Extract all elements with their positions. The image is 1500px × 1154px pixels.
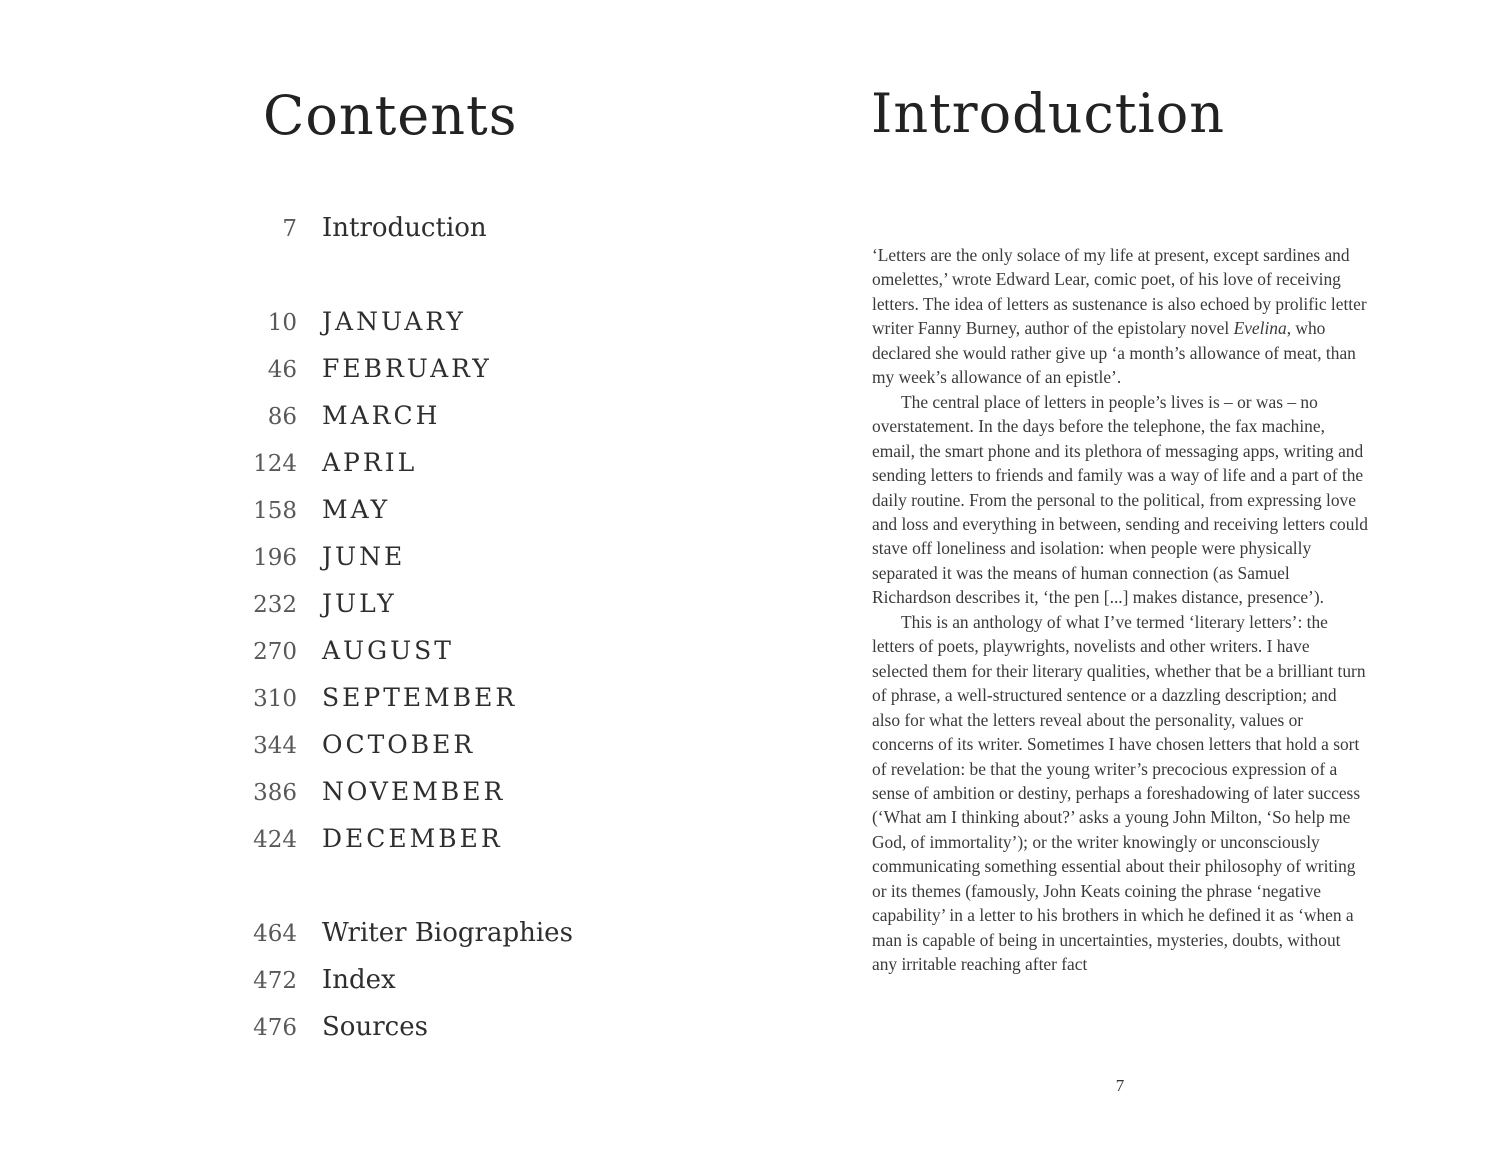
toc-entry-august bbox=[240, 627, 573, 674]
toc-entry-index bbox=[240, 957, 573, 1004]
toc-back-matter-group bbox=[240, 910, 573, 1051]
toc-page-number: 344 bbox=[253, 733, 297, 759]
introduction-page-title: Introduction bbox=[871, 82, 1225, 145]
toc-entry-november bbox=[240, 768, 573, 815]
toc-entry-label: APRIL bbox=[322, 448, 418, 477]
toc-page-number: 7 bbox=[282, 216, 297, 242]
toc-page-number: 270 bbox=[253, 639, 297, 665]
toc-entry-march bbox=[240, 392, 573, 439]
toc-entry-june bbox=[240, 533, 573, 580]
toc-page-number: 196 bbox=[253, 545, 297, 571]
toc-entry-sources bbox=[240, 1004, 573, 1051]
toc-entry-label: Writer Biographies bbox=[322, 918, 573, 948]
toc-entry-label: MARCH bbox=[322, 401, 441, 430]
toc-page-number: 10 bbox=[267, 310, 297, 336]
book-title-evelina: Evelina bbox=[1233, 318, 1287, 339]
toc-entry-february bbox=[240, 345, 573, 392]
toc-entry-label: AUGUST bbox=[322, 636, 454, 665]
toc-page-number: 310 bbox=[253, 686, 297, 712]
introduction-paragraph-2: The central place of letters in people’s lives is – or was – no overstatement. In the days before the telephone, the fax machine, email, the smart phone and its plethora of messaging apps, writing and sending letters to friends and family was a way of life and a part of the daily routine. From the personal to the political, from expressing love and loss and everything in between, sending and receiving letters could stave off loneliness and isolation: when people were physically separated it was the means of human connection (as Samuel Richardson describes it, ‘the pen [...] makes distance, presence’). bbox=[872, 391, 1368, 608]
toc-page-number: 124 bbox=[253, 451, 297, 477]
toc-entry-introduction bbox=[240, 205, 573, 252]
toc-page-number: 386 bbox=[253, 780, 297, 806]
toc-page-number: 424 bbox=[253, 827, 297, 853]
toc-entry-label: JUNE bbox=[322, 542, 406, 571]
toc-page-number: 472 bbox=[253, 968, 297, 994]
toc-entry-january bbox=[240, 298, 573, 345]
contents-page-title: Contents bbox=[263, 84, 518, 147]
toc-page-number: 86 bbox=[267, 404, 297, 430]
toc-entry-april bbox=[240, 439, 573, 486]
toc-entry-october bbox=[240, 721, 573, 768]
introduction-paragraph-1 bbox=[872, 243, 1368, 390]
toc-entry-label: DECEMBER bbox=[322, 824, 503, 853]
toc-entry-label: JULY bbox=[322, 589, 397, 618]
toc-page-number: 476 bbox=[253, 1015, 297, 1041]
introduction-body-text bbox=[872, 243, 1368, 977]
toc-entry-label: NOVEMBER bbox=[322, 777, 506, 806]
toc-entry-label: Index bbox=[322, 965, 396, 995]
toc-front-matter-group bbox=[240, 205, 573, 252]
toc-entry-writer-biographies bbox=[240, 910, 573, 957]
table-of-contents bbox=[240, 205, 573, 1051]
toc-entry-label: MAY bbox=[322, 495, 391, 524]
toc-entry-label: FEBRUARY bbox=[322, 354, 492, 383]
toc-page-number: 158 bbox=[253, 498, 297, 524]
toc-entry-july bbox=[240, 580, 573, 627]
toc-entry-label: Sources bbox=[322, 1012, 428, 1042]
toc-months-group bbox=[240, 298, 573, 862]
toc-entry-december bbox=[240, 815, 573, 862]
toc-page-number: 232 bbox=[253, 592, 297, 618]
toc-entry-label: Introduction bbox=[322, 213, 487, 243]
toc-page-number: 464 bbox=[253, 921, 297, 947]
toc-entry-may bbox=[240, 486, 573, 533]
toc-entry-september bbox=[240, 674, 573, 721]
toc-entry-label: JANUARY bbox=[322, 307, 466, 336]
introduction-paragraph-3: This is an anthology of what I’ve termed ‘literary letters’: the letters of poets, playwrights, novelists and other writers. I have selected them for their literary qualities, whether that be a brilliant turn of phrase, a well-structured sentence or a dazzling description; and also for what the letters reveal about the personality, values or concerns of its writer. Sometimes I have chosen letters that hold a sort of revelation: be that the young writer’s precocious expression of a sense of ambition or destiny, perhaps a foreshadowing of later success (‘What am I thinking about?’ asks a young John Milton, ‘So help me God, of immortality’); or the writer knowingly or unconsciously communicating something essential about their philosophy of writing or its themes (famously, John Keats coining the phrase ‘negative capability’ in a letter to his brothers in which he defined it as ‘when a man is capable of being in uncertainties, mysteries, doubts, without any irritable reaching after fact bbox=[872, 611, 1366, 975]
toc-entry-label: SEPTEMBER bbox=[322, 683, 518, 712]
paragraph-text: , who declared she would rather give up ‘a month’s allowance of meat, than my week’s allowance of an epistle’. bbox=[872, 318, 1356, 388]
paragraph-text: ‘Letters are the only solace of my life at present, except sardines and omelettes,’ wrote Edward Lear, comic poet, of his love of receiving letters. The idea of letters as sustenance is also echoed by prolific letter writer Fanny Burney, author of the epistolary novel bbox=[872, 245, 1367, 339]
toc-entry-label: OCTOBER bbox=[322, 730, 476, 759]
toc-page-number: 46 bbox=[267, 357, 297, 383]
page-number-folio: 7 bbox=[1115, 1076, 1125, 1095]
